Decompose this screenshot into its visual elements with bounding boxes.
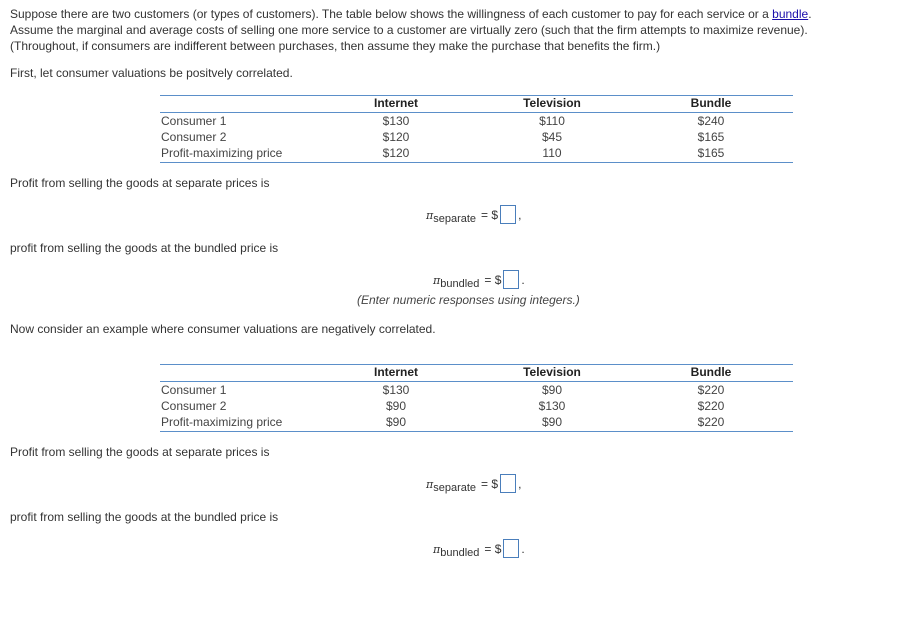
table-cell: $165	[697, 146, 725, 160]
pi-symbol: π	[433, 542, 441, 556]
pi-symbol: π	[426, 208, 434, 222]
punctuation: .	[521, 272, 525, 287]
valuation-table-negative	[160, 364, 793, 434]
row-label-consumer-2: Consumer 2	[161, 130, 227, 144]
col-header-internet: Internet	[373, 365, 418, 379]
part1-heading: First, let consumer valuations be positvely correlated.	[10, 66, 293, 80]
pi-subscript: separate	[433, 212, 477, 225]
valuation-table-positive	[160, 95, 793, 165]
part1-separate-prompt: Profit from selling the goods at separate prices is	[10, 176, 270, 190]
problem-intro	[10, 6, 900, 54]
table-cell: $220	[697, 415, 725, 429]
col-header-bundle: Bundle	[690, 365, 732, 379]
table-header-rule	[160, 381, 793, 382]
table-header-rule	[160, 112, 793, 113]
part2-bundled-profit-input[interactable]	[503, 539, 519, 558]
intro-line1: Suppose there are two customers (or types of customers). The table below shows the willingness of each customer to pay for each service or a	[10, 7, 773, 21]
part2-heading: Now consider an example where consumer valuations are negatively correlated.	[10, 322, 436, 336]
col-header-internet: Internet	[373, 96, 418, 110]
table-cell: $110	[539, 114, 565, 128]
table-bottom-rule	[160, 431, 793, 432]
table-cell: $130	[538, 399, 566, 413]
equals-dollar: = $	[484, 272, 502, 287]
table-cell: $90	[541, 415, 563, 429]
col-header-television: Television	[523, 96, 581, 110]
pi-subscript: separate	[433, 481, 477, 494]
integer-note: (Enter numeric responses using integers.)	[357, 293, 580, 307]
punctuation: .	[521, 541, 525, 556]
intro-line1-end: .	[808, 7, 812, 21]
punctuation: ,	[518, 207, 522, 222]
part2-pi-bundled-equation	[433, 539, 525, 558]
part2-pi-separate-equation	[426, 474, 521, 493]
table-cell: $120	[382, 146, 410, 160]
row-label-consumer-1: Consumer 1	[161, 383, 227, 397]
table-cell: $220	[697, 399, 725, 413]
table-cell: $130	[382, 383, 410, 397]
table-cell: $45	[541, 130, 563, 144]
pi-symbol: π	[433, 273, 441, 287]
col-header-bundle: Bundle	[690, 96, 732, 110]
row-label-consumer-1: Consumer 1	[161, 114, 227, 128]
intro-line3: (Throughout, if consumers are indifferent between purchases, then assume they make the purchase that benefits the firm.)	[10, 39, 661, 53]
table-cell: $120	[382, 130, 410, 144]
equals-dollar: = $	[481, 207, 499, 222]
col-header-television: Television	[523, 365, 581, 379]
table-cell: $240	[697, 114, 725, 128]
part2-separate-profit-input[interactable]	[500, 474, 516, 493]
part1-pi-bundled-equation	[433, 270, 525, 289]
pi-symbol: π	[426, 477, 434, 491]
pi-subscript: bundled	[440, 277, 480, 290]
row-label-profit-max-price: Profit-maximizing price	[161, 146, 283, 160]
bundle-link[interactable]: bundle	[772, 7, 809, 21]
equals-dollar: = $	[484, 541, 502, 556]
row-label-consumer-2: Consumer 2	[161, 399, 227, 413]
table-cell: $220	[697, 383, 725, 397]
table-cell: $90	[541, 383, 563, 397]
table-cell: $90	[385, 415, 407, 429]
part1-bundled-prompt: profit from selling the goods at the bundled price is	[10, 241, 279, 255]
table-cell: 110	[542, 146, 562, 160]
part1-separate-profit-input[interactable]	[500, 205, 516, 224]
part1-bundled-profit-input[interactable]	[503, 270, 519, 289]
row-label-profit-max-price: Profit-maximizing price	[161, 415, 283, 429]
table-cell: $165	[697, 130, 725, 144]
intro-line2: Assume the marginal and average costs of selling one more service to a customer are virtually zero (such that the firm attempts to maximize revenue).	[10, 23, 808, 37]
table-cell: $130	[382, 114, 410, 128]
part1-pi-separate-equation	[426, 205, 521, 224]
table-cell: $90	[385, 399, 407, 413]
pi-subscript: bundled	[440, 546, 480, 559]
table-bottom-rule	[160, 162, 793, 163]
equals-dollar: = $	[481, 476, 499, 491]
part2-bundled-prompt: profit from selling the goods at the bundled price is	[10, 510, 279, 524]
punctuation: ,	[518, 476, 522, 491]
part2-separate-prompt: Profit from selling the goods at separate prices is	[10, 445, 270, 459]
